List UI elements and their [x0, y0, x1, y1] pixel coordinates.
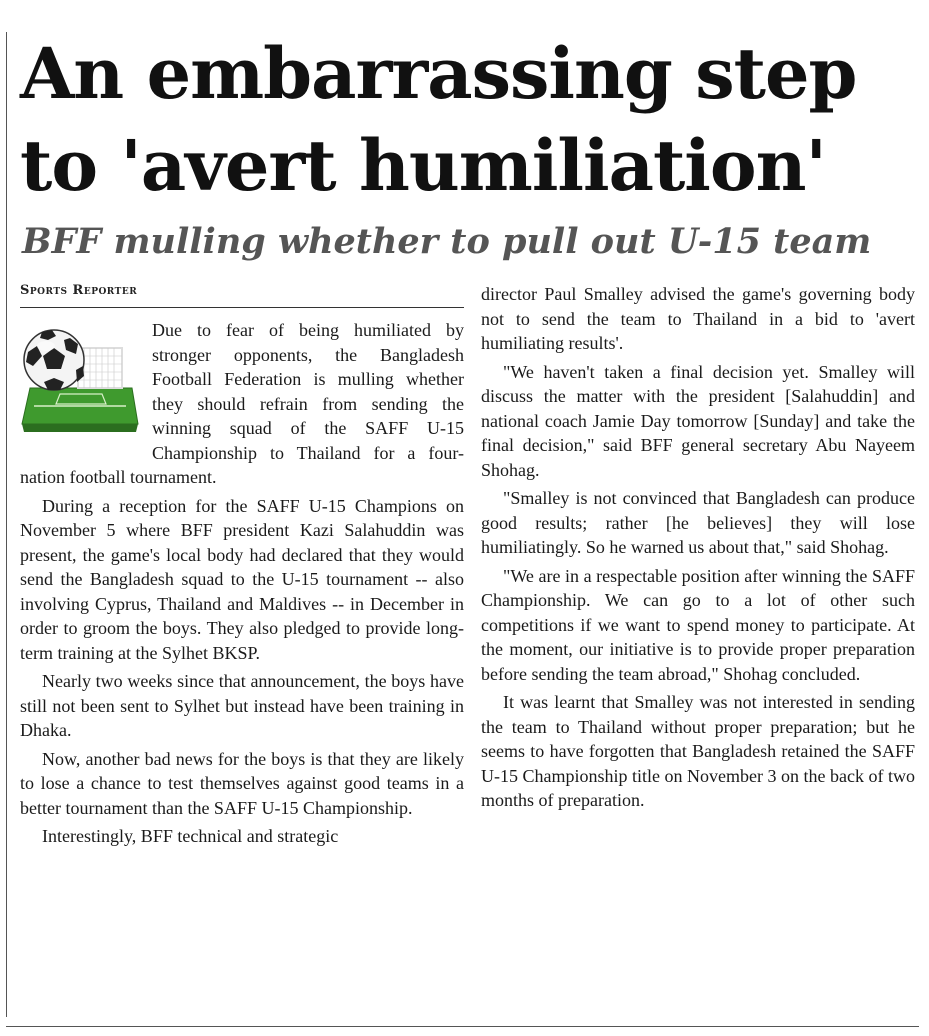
left-column-rule [6, 32, 7, 1017]
headline-line-2: to 'avert humiliation' [20, 124, 826, 207]
byline-rule [20, 307, 464, 308]
headline-line-1: An embarrassing step [20, 32, 857, 115]
article-column-right [481, 282, 915, 817]
paragraph: Nearly two weeks since that announcement, the boys have still not been sent to Sylhet but instead have been training in Dhaka. [20, 671, 464, 740]
paragraph: It was learnt that Smalley was not interested in sending the team to Thailand without proper preparation; but he seems to have forgotten that Bangladesh retained the SAFF U-15 Championship title on November 3 on the back of two months of preparation. [481, 692, 915, 810]
paragraph: Now, another bad news for the boys is that they are likely to lose a chance to test themselves against good teams in a better tournament than the SAFF U-15 Championship. [20, 748, 464, 818]
paragraph: Interestingly, BFF technical and strategic [42, 826, 339, 846]
paragraph: Due to fear of being humiliated by stronger opponents, the Bangladesh Football Federation is mulling whether they should refrain from sending the winning squad of the SAFF U-15 Championship to Thailand for a four-nation football tournament. [20, 320, 464, 487]
byline: Sports Reporter [20, 283, 138, 298]
article-column-left [20, 318, 464, 853]
headline [20, 28, 920, 212]
football-on-pitch-illustration [20, 326, 140, 438]
bottom-rule [6, 1026, 919, 1027]
paragraph: "Smalley is not convinced that Bangladesh can produce good results; rather [he believes] they will lose humiliatingly. So he warned us about that," said Shohag. [481, 488, 915, 557]
paragraph: "We are in a respectable position after winning the SAFF Championship. We can go to a lot of other such competitions if we want to spend money to participate. At the moment, our initiative is to provide proper preparation before sending the team abroad," Shohag concluded. [481, 565, 915, 684]
paragraph: director Paul Smalley advised the game's governing body not to send the team to Thailand in a bid to 'avert humiliating results'. [481, 284, 915, 353]
subheadline: BFF mulling whether to pull out U-15 team [22, 221, 872, 262]
paragraph: During a reception for the SAFF U-15 Champions on November 5 where BFF president Kazi Salahuddin was present, the game's local body had declared that they would send the Bangladesh squad to the U-15 tournament -- also involving Cyprus, Thailand and Maldives -- in December in order to groom the boys. They also pledged to provide long-term training at the Sylhet BKSP. [20, 495, 464, 663]
paragraph: "We haven't taken a final decision yet. Smalley will discuss the matter with the president [Salahuddin] and national coach Jamie Day tomorrow [Sunday] and take the final decision," said BFF general secretary Abu Nayeem Shohag. [481, 361, 915, 480]
